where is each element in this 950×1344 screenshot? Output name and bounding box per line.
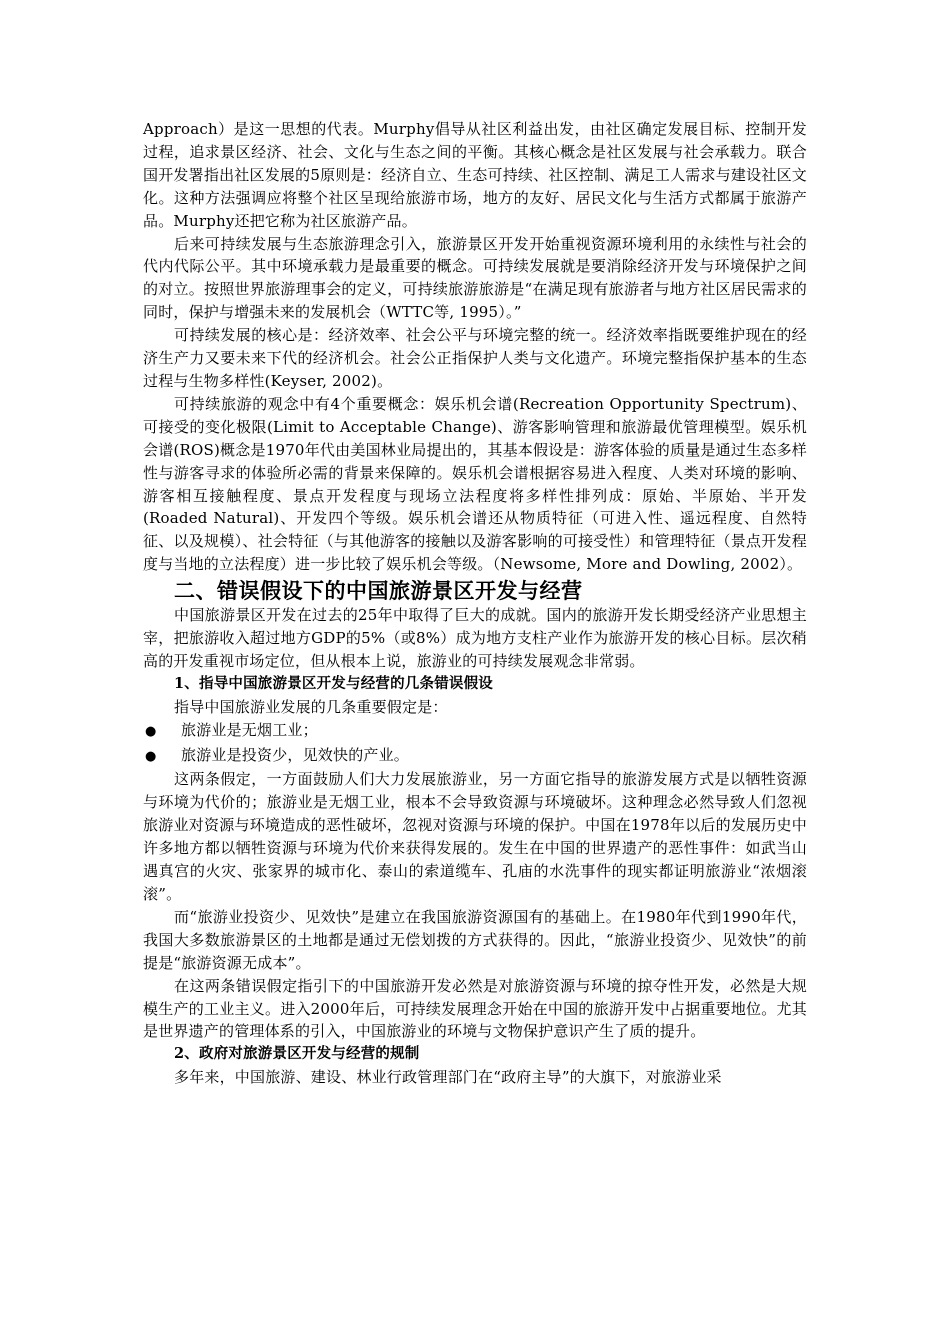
list-item [143,719,807,744]
list-item-text: 旅游业是投资少，见效快的产业。 [181,745,410,764]
subsection-heading-1: 1、指导中国旅游景区开发与经营的几条错误假设 [174,674,493,692]
paragraph-ros-concepts: 可持续旅游的观念中有4个重要概念：娱乐机会谱(Recreation Opportunity Spectrum)、可接受的变化极限(Limit to Acceptable Change)、游客影响管理和旅游最优管理模型。娱乐机会谱(ROS)概念是1970年代由美国林业局提出的，其基本假设是：游客体验的质量是通过生态多样性与游客寻求的体验所必需的背景来保障的。娱乐机会谱根据容易进入程度、人类对环境的影响、游客相互接触程度、景点开发程度与现场立法程度将多样性排列成：原始、半原始、半开发(Roaded Natural)、开发四个等级。娱乐机会谱还从物质特征（可进入性、遥远程度、自然特征、以及规模）、社会特征（与其他游客的接触以及游客影响的可接受性）和管理特征（景点开发程度与当地的立法程度）进一步比较了娱乐机会等级。（Newsome, More and Dowling, 2002）。 [143,394,807,574]
paragraph-exploitative-development: 在这两条错误假定指引下的中国旅游开发必然是对旅游资源与环境的掠夺性开发，必然是大规模生产的工业主义。进入2000年后，可持续发展理念开始在中国的旅游开发中占据重要地位。尤其是世界遗产的管理体系的引入，中国旅游业的环境与文物保护意识产生了质的提升。 [143,976,807,1041]
list-item-text: 旅游业是无烟工业； [181,720,318,739]
bullet-icon: ● [145,748,157,764]
paragraph-low-investment: 而“旅游业投资少、见效快”是建立在我国旅游资源国有的基础上。在1980年代到1990年代，我国大多数旅游景区的土地都是通过无偿划拨的方式获得的。因此，“旅游业投资少、见效快”的前提是“旅游资源无成本”。 [143,907,807,972]
paragraph-assumptions-intro: 指导中国旅游业发展的几条重要假定是： [174,697,448,716]
section-heading-2: 二、错误假设下的中国旅游景区开发与经营 [174,579,583,604]
paragraph-government-regulation: 多年来，中国旅游、建设、林业行政管理部门在“政府主导”的大旗下，对旅游业采 [174,1068,722,1087]
paragraph-china-development: 中国旅游景区开发在过去的25年中取得了巨大的成就。国内的旅游开发长期受经济产业思想主宰，把旅游收入超过地方GDP的5%（或8%）成为地方支柱产业作为旅游开发的核心目标。层次稍高的开发重视市场定位，但从根本上说，旅游业的可持续发展观念非常弱。 [143,606,807,670]
paragraph-sustainable-core: 可持续发展的核心是：经济效率、社会公平与环境完整的统一。经济效率指既要维护现在的经济生产力又要未来下代的经济机会。社会公正指保护人类与文化遗产。环境完整指保护基本的生态过程与生物多样性(Keyser, 2002)。 [143,326,807,390]
paragraph-community-approach: Approach）是这一思想的代表。Murphy倡导从社区利益出发，由社区确定发展目标、控制开发过程，追求景区经济、社会、文化与生态之间的平衡。其核心概念是社区发展与社会承载力。联合国开发署指出社区发展的5原则是：经济自立、生态可持续、社区控制、满足工人需求与建设社区文化。这种方法强调应将整个社区呈现给旅游市场，地方的友好、居民文化与生活方式都属于旅游产品。Murphy还把它称为社区旅游产品。 [143,120,807,230]
paragraph-assumptions-effects: 这两条假定，一方面鼓励人们大力发展旅游业，另一方面它指导的旅游发展方式是以牺牲资源与环境为代价的；旅游业是无烟工业，根本不会导致资源与环境破坏。这种理念必然导致人们忽视旅游业对资源与环境造成的恶性破坏，忽视对资源与环境的保护。中国在1978年以后的发展历史中许多地方都以牺牲资源与环境为代价来获得发展的。发生在中国的世界遗产的恶性事件：如武当山遇真宫的火灾、张家界的城市化、泰山的索道缆车、孔庙的水洗事件的现实都证明旅游业“浓烟滚滚”。 [143,770,807,903]
paragraph-sustainable-ecotourism: 后来可持续发展与生态旅游理念引入，旅游景区开发开始重视资源环境利用的永续性与社会的代内代际公平。其中环境承载力是最重要的概念。可持续发展就是要消除经济开发与环境保护之间的对立。按照世界旅游理事会的定义，可持续旅游旅游是“在满足现有旅游者与地方社区居民需求的同时，保护与增强未来的发展机会（WTTC等, 1995）。” [143,234,807,322]
document-body [143,118,807,1089]
bullet-icon: ● [145,723,157,739]
subsection-heading-2: 2、政府对旅游景区开发与经营的规制 [174,1045,420,1063]
list-item [143,744,807,769]
